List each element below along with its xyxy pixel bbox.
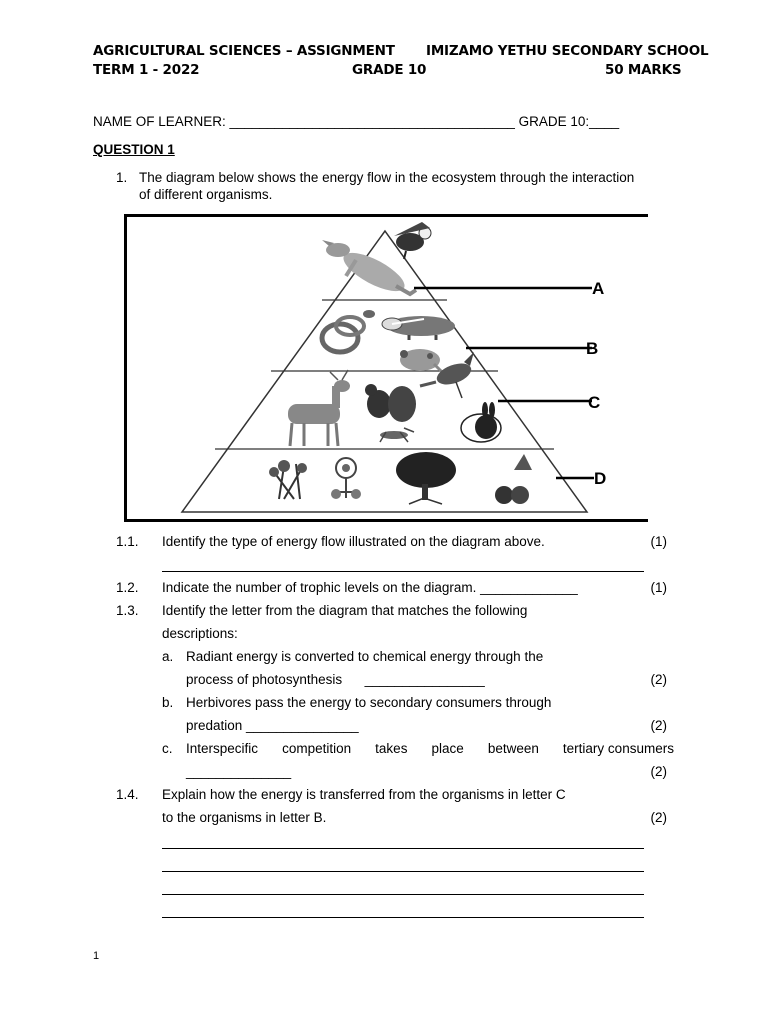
answer-line[interactable] [162,894,644,895]
label-a: A [592,279,605,298]
item-text: Explain how the energy is transferred from the organisms in letter C [162,787,566,802]
term-label: TERM 1 - 2022 [93,62,200,78]
grade-label: GRADE 10 [352,62,427,78]
sub-item-letter: a. [162,649,174,664]
question-title: QUESTION 1 [93,142,175,157]
word: Interspecific [186,741,259,756]
item-marks: (2) [650,764,667,779]
word: competition [282,741,352,756]
item-marks: (2) [650,718,667,733]
sub-item-letter: b. [162,695,174,710]
word: place [431,741,464,756]
sub-item-text: predation _______________ [186,718,359,733]
item-number: 1.4. [116,787,139,802]
page-number: 1 [93,950,100,962]
answer-line[interactable] [162,871,644,872]
sub-item-letter: c. [162,741,173,756]
item-marks: (1) [650,580,667,595]
item-text: Identify the type of energy flow illustrated on the diagram above. [162,534,545,549]
intro-line-1: The diagram below shows the energy flow in the ecosystem through the interaction [139,170,635,185]
sub-item-text: process of photosynthesis ________________ [186,672,485,687]
item-text: Indicate the number of trophic levels on the diagram. _____________ [162,580,578,595]
word: takes [375,741,408,756]
label-b: B [586,339,599,358]
energy-pyramid-diagram [124,214,648,522]
item-number: 1.2. [116,580,139,595]
label-d: D [594,469,607,488]
learner-name-line: NAME OF LEARNER: ______________________________________ GRADE 10:____ [93,114,620,129]
sub-item-text [186,741,674,757]
answer-line[interactable] [162,571,644,572]
word: between [487,741,539,756]
sub-item-text: ______________ [186,764,292,779]
word: tertiary consumers [562,741,674,756]
item-text: to the organisms in letter B. [162,810,327,825]
school-name: IMIZAMO YETHU SECONDARY SCHOOL [426,43,709,59]
item-text: descriptions: [162,626,238,641]
sub-item-text: Herbivores pass the energy to secondary consumers through [186,695,552,710]
intro-number: 1. [116,170,128,185]
intro-line-2: of different organisms. [139,187,273,202]
item-number: 1.3. [116,603,139,618]
subject-title: AGRICULTURAL SCIENCES – ASSIGNMENT [93,43,395,59]
total-marks: 50 MARKS [605,62,682,78]
answer-line[interactable] [162,848,644,849]
sub-item-text: Radiant energy is converted to chemical energy through the [186,649,544,664]
item-text: Identify the letter from the diagram that matches the following [162,603,528,618]
item-number: 1.1. [116,534,139,549]
item-marks: (2) [650,672,667,687]
item-marks: (2) [650,810,667,825]
item-marks: (1) [650,534,667,549]
label-c: C [588,393,601,412]
answer-line[interactable] [162,917,644,918]
